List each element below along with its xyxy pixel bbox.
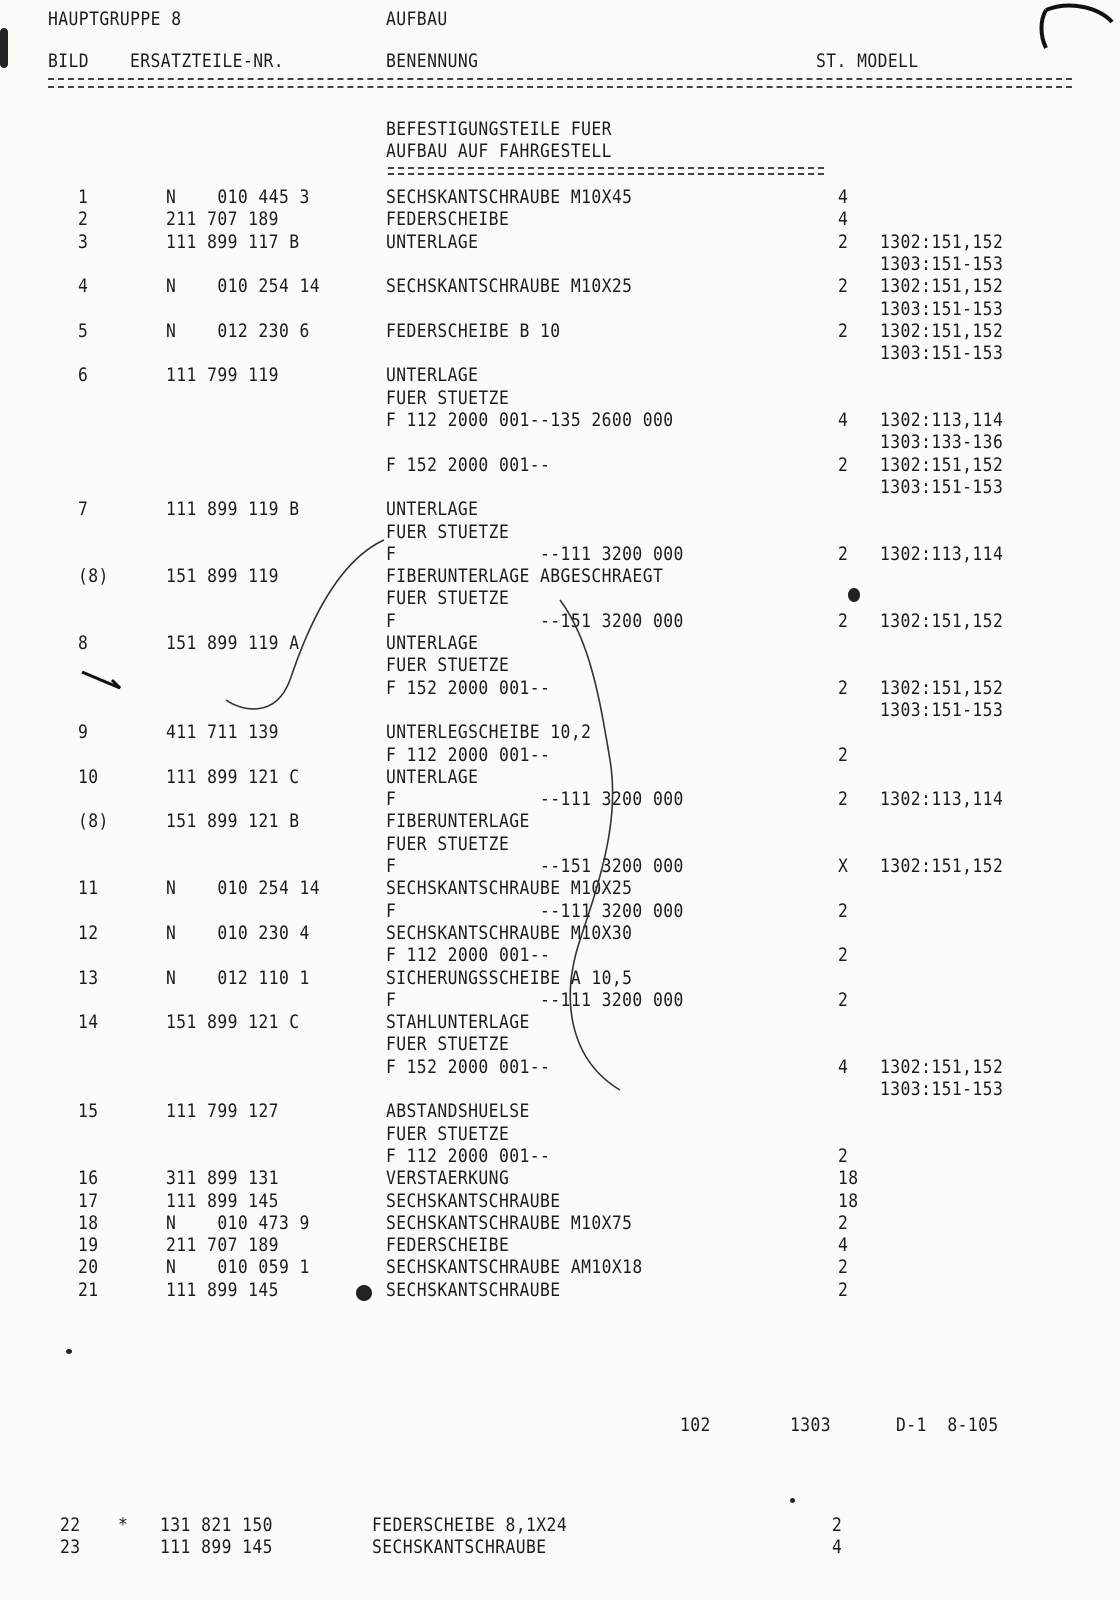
row-quantity: 2 — [838, 899, 849, 922]
section-title: AUFBAU — [386, 8, 448, 30]
row-description: STAHLUNTERLAGE — [386, 1011, 530, 1034]
row-figure-number: 17 — [78, 1189, 99, 1212]
row-description: F --111 3200 000 — [386, 988, 684, 1011]
row-description: SECHSKANTSCHRAUBE — [386, 1278, 561, 1301]
row-part-number: 111 899 119 B — [166, 498, 300, 521]
main-group-label: HAUPTGRUPPE 8 — [48, 8, 182, 30]
row-quantity: 2 — [838, 230, 849, 253]
row-quantity: 4 — [838, 208, 849, 231]
row-model-applicability: 1302:113,114 — [880, 542, 1004, 565]
row-part-number: 111 899 145 — [166, 1278, 279, 1301]
row-quantity: 2 — [838, 275, 849, 298]
row-quantity: X — [838, 855, 849, 877]
row-part-number: 311 899 131 — [166, 1167, 279, 1190]
row-quantity: 4 — [838, 1055, 849, 1078]
row-figure-number: 7 — [78, 498, 89, 521]
row-part-number: 111 899 145 — [166, 1189, 279, 1212]
row-quantity: 2 — [838, 319, 849, 342]
row-figure-number: 12 — [78, 921, 99, 944]
row-description: SECHSKANTSCHRAUBE M10X75 — [386, 1211, 633, 1234]
row-model-applicability: 1303:151-153 — [880, 252, 1004, 275]
row-model-applicability: 1302:151,152 — [880, 275, 1004, 298]
row-quantity: 2 — [838, 1278, 849, 1301]
row-part-number: 111 899 145 — [160, 1536, 273, 1558]
row-description: FUER STUETZE — [386, 1122, 510, 1145]
row-figure-number: 4 — [78, 275, 89, 298]
row-quantity: 2 — [838, 676, 849, 699]
group-heading-line2: AUFBAU AUF FAHRGESTELL — [386, 140, 612, 162]
row-quantity: 2 — [838, 743, 849, 766]
row-model-applicability: 1303:151-153 — [880, 342, 1004, 365]
row-quantity: 4 — [838, 186, 849, 208]
row-figure-number: 13 — [78, 966, 99, 989]
row-description: UNTERLAGE — [386, 230, 479, 253]
row-model-applicability: 1303:151-153 — [880, 1078, 1004, 1100]
row-figure-number: 10 — [78, 765, 99, 788]
footer-page-number: 102 — [680, 1414, 711, 1436]
row-description: F --151 3200 000 — [386, 609, 684, 632]
row-description: FEDERSCHEIBE 8,1X24 — [372, 1514, 568, 1536]
column-header-bild: BILD — [48, 50, 90, 72]
row-description: VERSTAERKUNG — [386, 1167, 510, 1190]
row-part-number: 111 799 127 — [166, 1100, 279, 1123]
ink-blot — [0, 28, 8, 68]
row-description: UNTERLAGE — [386, 632, 479, 654]
row-description: SECHSKANTSCHRAUBE — [386, 1189, 561, 1212]
ink-blot — [356, 1285, 372, 1301]
row-model-applicability: 1302:151,152 — [880, 230, 1004, 253]
row-model-applicability: 1303:151-153 — [880, 698, 1004, 721]
row-quantity: 2 — [838, 1144, 849, 1167]
row-model-applicability: 1302:113,114 — [880, 788, 1004, 811]
row-part-number: 131 821 150 — [160, 1514, 273, 1536]
column-header-name: BENENNUNG — [386, 50, 479, 72]
ink-blot — [848, 588, 860, 602]
footer-model: 1303 — [790, 1414, 832, 1436]
row-model-applicability: 1302:151,152 — [880, 453, 1004, 476]
row-figure-number: 9 — [78, 721, 89, 744]
row-description: SECHSKANTSCHRAUBE — [372, 1536, 547, 1558]
row-figure-number: 11 — [78, 877, 99, 900]
row-part-number: 211 707 189 — [166, 208, 279, 231]
row-part-number: 111 799 119 — [166, 364, 279, 387]
row-figure-number: 2 — [78, 208, 89, 231]
row-description: FUER STUETZE — [386, 520, 510, 543]
row-description: F --111 3200 000 — [386, 899, 684, 922]
row-description: F 152 2000 001-- — [386, 453, 551, 476]
row-model-applicability: 1303:133-136 — [880, 431, 1004, 454]
ink-speck — [66, 1349, 72, 1354]
row-part-number: N 010 254 14 — [166, 275, 321, 298]
row-description: SECHSKANTSCHRAUBE AM10X18 — [386, 1256, 643, 1279]
row-description: FUER STUETZE — [386, 654, 510, 677]
row-description: SECHSKANTSCHRAUBE M10X25 — [386, 275, 633, 298]
row-description: UNTERLAGE — [386, 498, 479, 521]
row-part-number: 151 899 121 B — [166, 810, 300, 833]
row-figure-number: 14 — [78, 1011, 99, 1034]
row-quantity: 18 — [838, 1167, 859, 1190]
row-part-number: 111 899 117 B — [166, 230, 300, 253]
row-quantity: 2 — [838, 542, 849, 565]
row-model-applicability: 1302:151,152 — [880, 676, 1004, 699]
row-model-applicability: 1303:151-153 — [880, 475, 1004, 498]
row-part-number: 111 899 121 C — [166, 765, 300, 788]
row-description: UNTERLEGSCHEIBE 10,2 — [386, 721, 592, 744]
row-description: F 112 2000 001-- — [386, 944, 551, 967]
row-figure-number: 5 — [78, 319, 89, 342]
row-figure-number: (8) — [78, 565, 109, 588]
row-quantity: 2 — [832, 1514, 843, 1536]
row-figure-number: 19 — [78, 1234, 99, 1257]
row-figure-number: 6 — [78, 364, 89, 387]
row-part-number: N 010 473 9 — [166, 1211, 310, 1234]
row-description: SECHSKANTSCHRAUBE M10X30 — [386, 921, 633, 944]
row-description: F 112 2000 001-- — [386, 743, 551, 766]
row-description: FEDERSCHEIBE — [386, 1234, 510, 1257]
row-description: F 152 2000 001-- — [386, 676, 551, 699]
row-figure-number: 22 — [60, 1514, 81, 1536]
row-part-number: N 010 254 14 — [166, 877, 321, 900]
row-description: SICHERUNGSSCHEIBE A 10,5 — [386, 966, 633, 989]
row-quantity: 4 — [838, 409, 849, 431]
row-description: SECHSKANTSCHRAUBE M10X25 — [386, 877, 633, 900]
row-part-number: N 012 230 6 — [166, 319, 310, 342]
row-quantity: 2 — [838, 609, 849, 632]
row-description: UNTERLAGE — [386, 765, 479, 788]
row-description: ABSTANDSHUELSE — [386, 1100, 530, 1123]
row-figure-number: 1 — [78, 186, 89, 208]
ink-speck — [790, 1498, 795, 1503]
row-part-number: 411 711 139 — [166, 721, 279, 744]
row-figure-number: 18 — [78, 1211, 99, 1234]
row-description: F 112 2000 001-- — [386, 1144, 551, 1167]
column-header-part-number: ERSATZTEILE-NR. — [130, 50, 285, 72]
row-quantity: 2 — [838, 788, 849, 811]
row-quantity: 2 — [838, 944, 849, 967]
row-description: FUER STUETZE — [386, 1033, 510, 1056]
row-description: F 152 2000 001-- — [386, 1055, 551, 1078]
row-description: F --151 3200 000 — [386, 855, 684, 877]
footer-reference: D-1 8-105 — [896, 1414, 999, 1436]
row-model-applicability: 1302:151,152 — [880, 855, 1004, 877]
row-figure-number: 8 — [78, 632, 89, 654]
row-model-applicability: 1302:151,152 — [880, 609, 1004, 632]
row-figure-number: 21 — [78, 1278, 99, 1301]
row-description: UNTERLAGE — [386, 364, 479, 387]
row-figure-number: 15 — [78, 1100, 99, 1123]
row-part-number: N 010 445 3 — [166, 186, 310, 208]
row-quantity: 2 — [838, 1256, 849, 1279]
row-description: FEDERSCHEIBE — [386, 208, 510, 231]
row-part-number: N 010 059 1 — [166, 1256, 310, 1279]
row-model-applicability: 1303:151-153 — [880, 297, 1004, 320]
row-model-applicability: 1302:151,152 — [880, 1055, 1004, 1078]
row-figure-number: (8) — [78, 810, 109, 833]
row-description: F 112 2000 001--135 2600 000 — [386, 409, 674, 431]
row-quantity: 2 — [838, 453, 849, 476]
row-description: FUER STUETZE — [386, 832, 510, 855]
row-quantity: 18 — [838, 1189, 859, 1212]
row-part-number: 151 899 121 C — [166, 1011, 300, 1034]
row-quantity: 4 — [838, 1234, 849, 1257]
row-part-number: 211 707 189 — [166, 1234, 279, 1257]
row-description: FIBERUNTERLAGE — [386, 810, 530, 833]
row-description: F --111 3200 000 — [386, 788, 684, 811]
row-quantity: 2 — [838, 988, 849, 1011]
row-figure-number: 20 — [78, 1256, 99, 1279]
row-description: FIBERUNTERLAGE ABGESCHRAEGT — [386, 565, 664, 588]
row-description: FEDERSCHEIBE B 10 — [386, 319, 561, 342]
group-heading-line1: BEFESTIGUNGSTEILE FUER — [386, 118, 612, 140]
row-part-number: N 012 110 1 — [166, 966, 310, 989]
row-description: FUER STUETZE — [386, 386, 510, 409]
row-description: FUER STUETZE — [386, 587, 510, 610]
row-figure-number: 23 — [60, 1536, 81, 1558]
column-header-qty-model: ST. MODELL — [816, 50, 919, 72]
row-quantity: 4 — [832, 1536, 843, 1558]
row-part-number: 151 899 119 A — [166, 632, 300, 654]
row-description: SECHSKANTSCHRAUBE M10X45 — [386, 186, 633, 208]
row-description: F --111 3200 000 — [386, 542, 684, 565]
row-part-number: N 010 230 4 — [166, 921, 310, 944]
row-figure-number: 3 — [78, 230, 89, 253]
row-marker: * — [118, 1514, 129, 1536]
row-model-applicability: 1302:113,114 — [880, 409, 1004, 431]
row-figure-number: 16 — [78, 1167, 99, 1190]
row-part-number: 151 899 119 — [166, 565, 279, 588]
row-model-applicability: 1302:151,152 — [880, 319, 1004, 342]
row-quantity: 2 — [838, 1211, 849, 1234]
